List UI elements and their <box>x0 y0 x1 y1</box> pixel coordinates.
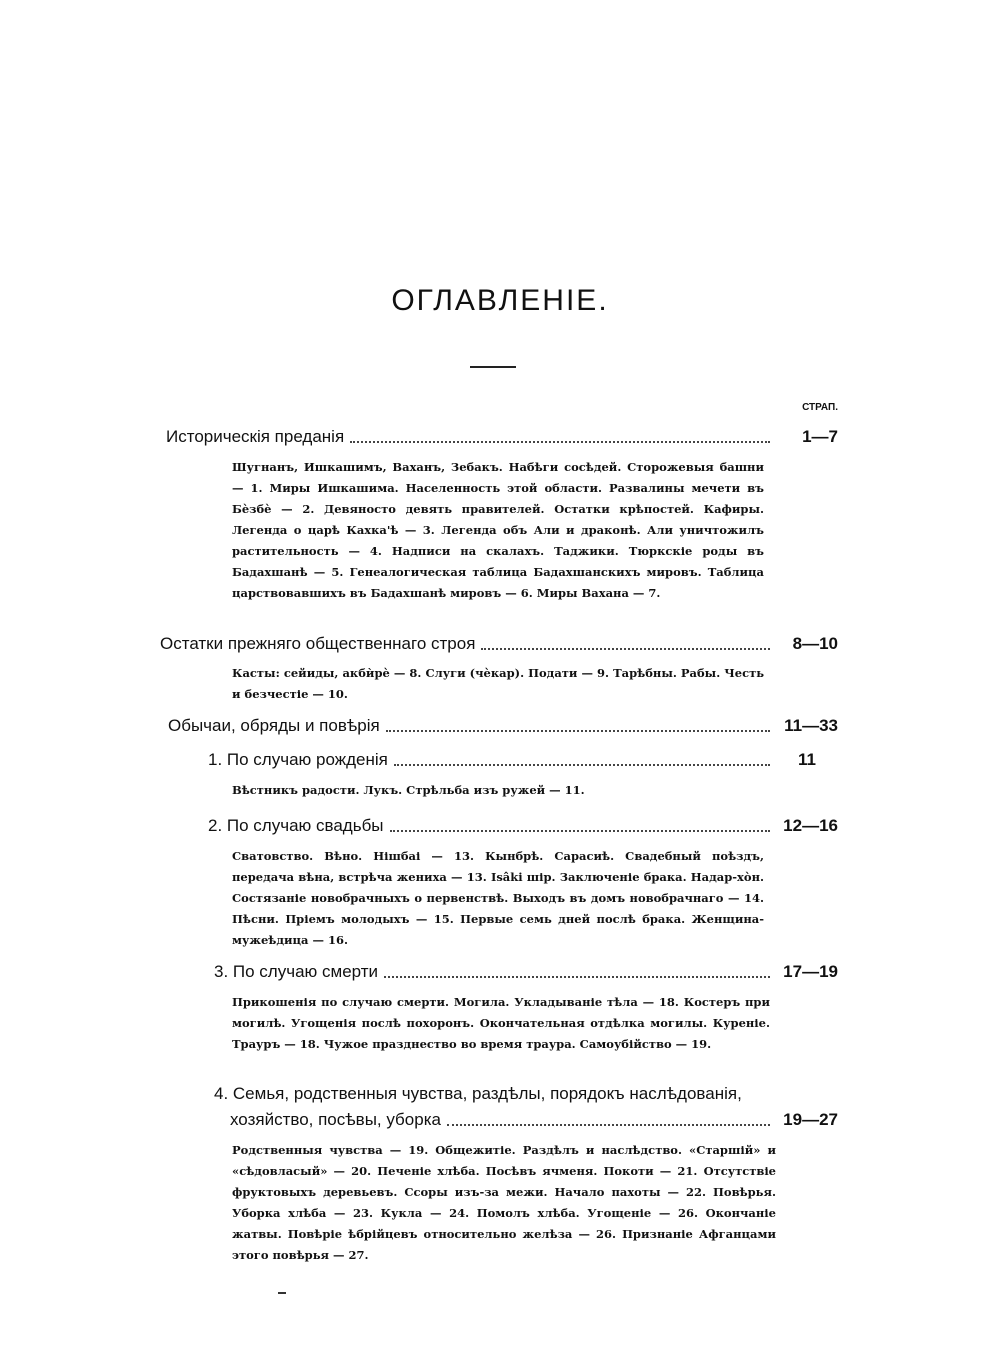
toc-entry-historical-legends[interactable] <box>166 427 838 447</box>
toc-entry-pages: 19—27 <box>783 1110 838 1129</box>
dot-leader <box>386 730 770 732</box>
toc-entry-label: 4. Семья, родственныя чувства, раздѣлы, порядокъ наслѣдованія, <box>214 1084 742 1103</box>
toc-entry-pages: 11—33 <box>784 716 838 735</box>
toc-entry-pages: 1—7 <box>802 427 838 446</box>
toc-entry-pages: 17—19 <box>783 962 838 981</box>
toc-entry-summary: Касты: сейиды, акбѝрѐ — 8. Слуги (чѐкар). Подати — 9. Тарѣбны. Рабы. Честь и безчестіе — 10. <box>232 666 764 701</box>
toc-entry-summary: Вѣстникъ радости. Лукъ. Стрѣльба изъ ружей — 11. <box>232 783 585 797</box>
toc-entry-label-continued: хозяйство, посѣвы, уборка <box>230 1110 441 1129</box>
toc-entry-customs-rites-beliefs[interactable] <box>168 716 838 736</box>
toc-entry-summary: Шугнанъ, Ишкашимъ, Ваханъ, Зебакъ. Набѣги сосѣдей. Сторожевыя башни — 1. Миры Ишкашима. Населенность этой области. Развалины мечети въ Бѐзбѐ — 2. Девяносто девять правителей. Остатки крѣпостей. Кафиры. Легенда о царѣ Кахка'ѣ — 3. Легенда объ Али и драконѣ. Али уничтожилъ растительность — 4. Надписи на скалахъ. Таджики. Тюркскіе роды въ Бадахшанѣ — 5. Генеалогическая таблица Бадахшанскихъ мировъ. Таблица царствовавшихъ въ Бадахшанѣ мировъ — 6. Миры Вахана — 7. <box>232 460 764 600</box>
page-title: ОГЛАВЛЕНІЕ. <box>391 284 609 317</box>
toc-entry-pages: 8—10 <box>792 634 838 653</box>
toc-entry-family-household[interactable] <box>230 1110 838 1130</box>
dot-leader <box>447 1124 770 1126</box>
toc-entry-label: Историческія преданія <box>166 427 345 446</box>
toc-entry-former-social-order[interactable] <box>160 634 838 654</box>
page-mark <box>278 1292 286 1294</box>
page-column-label: СТРАП. <box>802 402 838 413</box>
title-divider <box>470 366 516 368</box>
toc-entry-summary: Родственныя чувства — 19. Общежитіе. Раздѣлъ и наслѣдство. «Старшій» и «сѣдовласый» — 20. Печеніе хлѣба. Посѣвъ ячменя. Покоти — 21. Отсутствіе фруктовыхъ деревьевъ. Ссоры изъ-за межи. Начало пахоты — 22. Повѣрья. Уборка хлѣба — 23. Кукла — 24. Помолъ хлѣба. Угощеніе — 26. Окончаніе жатвы. Повѣріе ѣбрійцевъ относительно желѣза — 26. Признаніе Афганцами этого повѣрья — 27. <box>232 1143 776 1262</box>
dot-leader <box>384 976 770 978</box>
dot-leader <box>481 648 770 650</box>
toc-entry-wedding[interactable] <box>208 816 838 836</box>
dot-leader <box>394 764 770 766</box>
toc-entry-label: 2. По случаю свадьбы <box>208 816 384 835</box>
toc-entry-pages: 12—16 <box>783 816 838 835</box>
dot-leader <box>350 441 770 443</box>
toc-entry-summary: Сватовство. Вѣно. Нішбаі — 13. Кынбрѣ. Сарасиѣ. Свадебный поѣздъ, передача вѣна, встрѣча жениха — 13. Isâki шір. Заключеніе брака. Надар-хòн. Состязаніе новобрачныхъ о первенствѣ. Выходъ въ домъ новобрачнаго — 14. Пѣсни. Пріемъ молодыхъ — 15. Первые семь дней послѣ брака. Женщина-мужеѣдица — 16. <box>232 849 764 947</box>
toc-entry-label: 3. По случаю смерти <box>214 962 379 981</box>
dot-leader <box>390 830 770 832</box>
toc-entry-pages: 11 <box>798 750 816 769</box>
toc-entry-label: Остатки прежняго общественнаго строя <box>160 634 476 653</box>
toc-entry-summary: Прикошенія по случаю смерти. Могила. Укладываніе тѣла — 18. Костеръ при могилѣ. Угощенія послѣ похоронъ. Окончательная отдѣлка могилы. Куреніе. Трауръ — 18. Чужое празднество во время траура. Самоубійство — 19. <box>232 995 770 1051</box>
toc-entry-label: Обычаи, обряды и повѣрія <box>168 716 380 735</box>
toc-entry-label: 1. По случаю рожденія <box>208 750 388 769</box>
toc-entry-death[interactable] <box>214 962 838 982</box>
toc-entry-birth[interactable] <box>208 750 838 770</box>
